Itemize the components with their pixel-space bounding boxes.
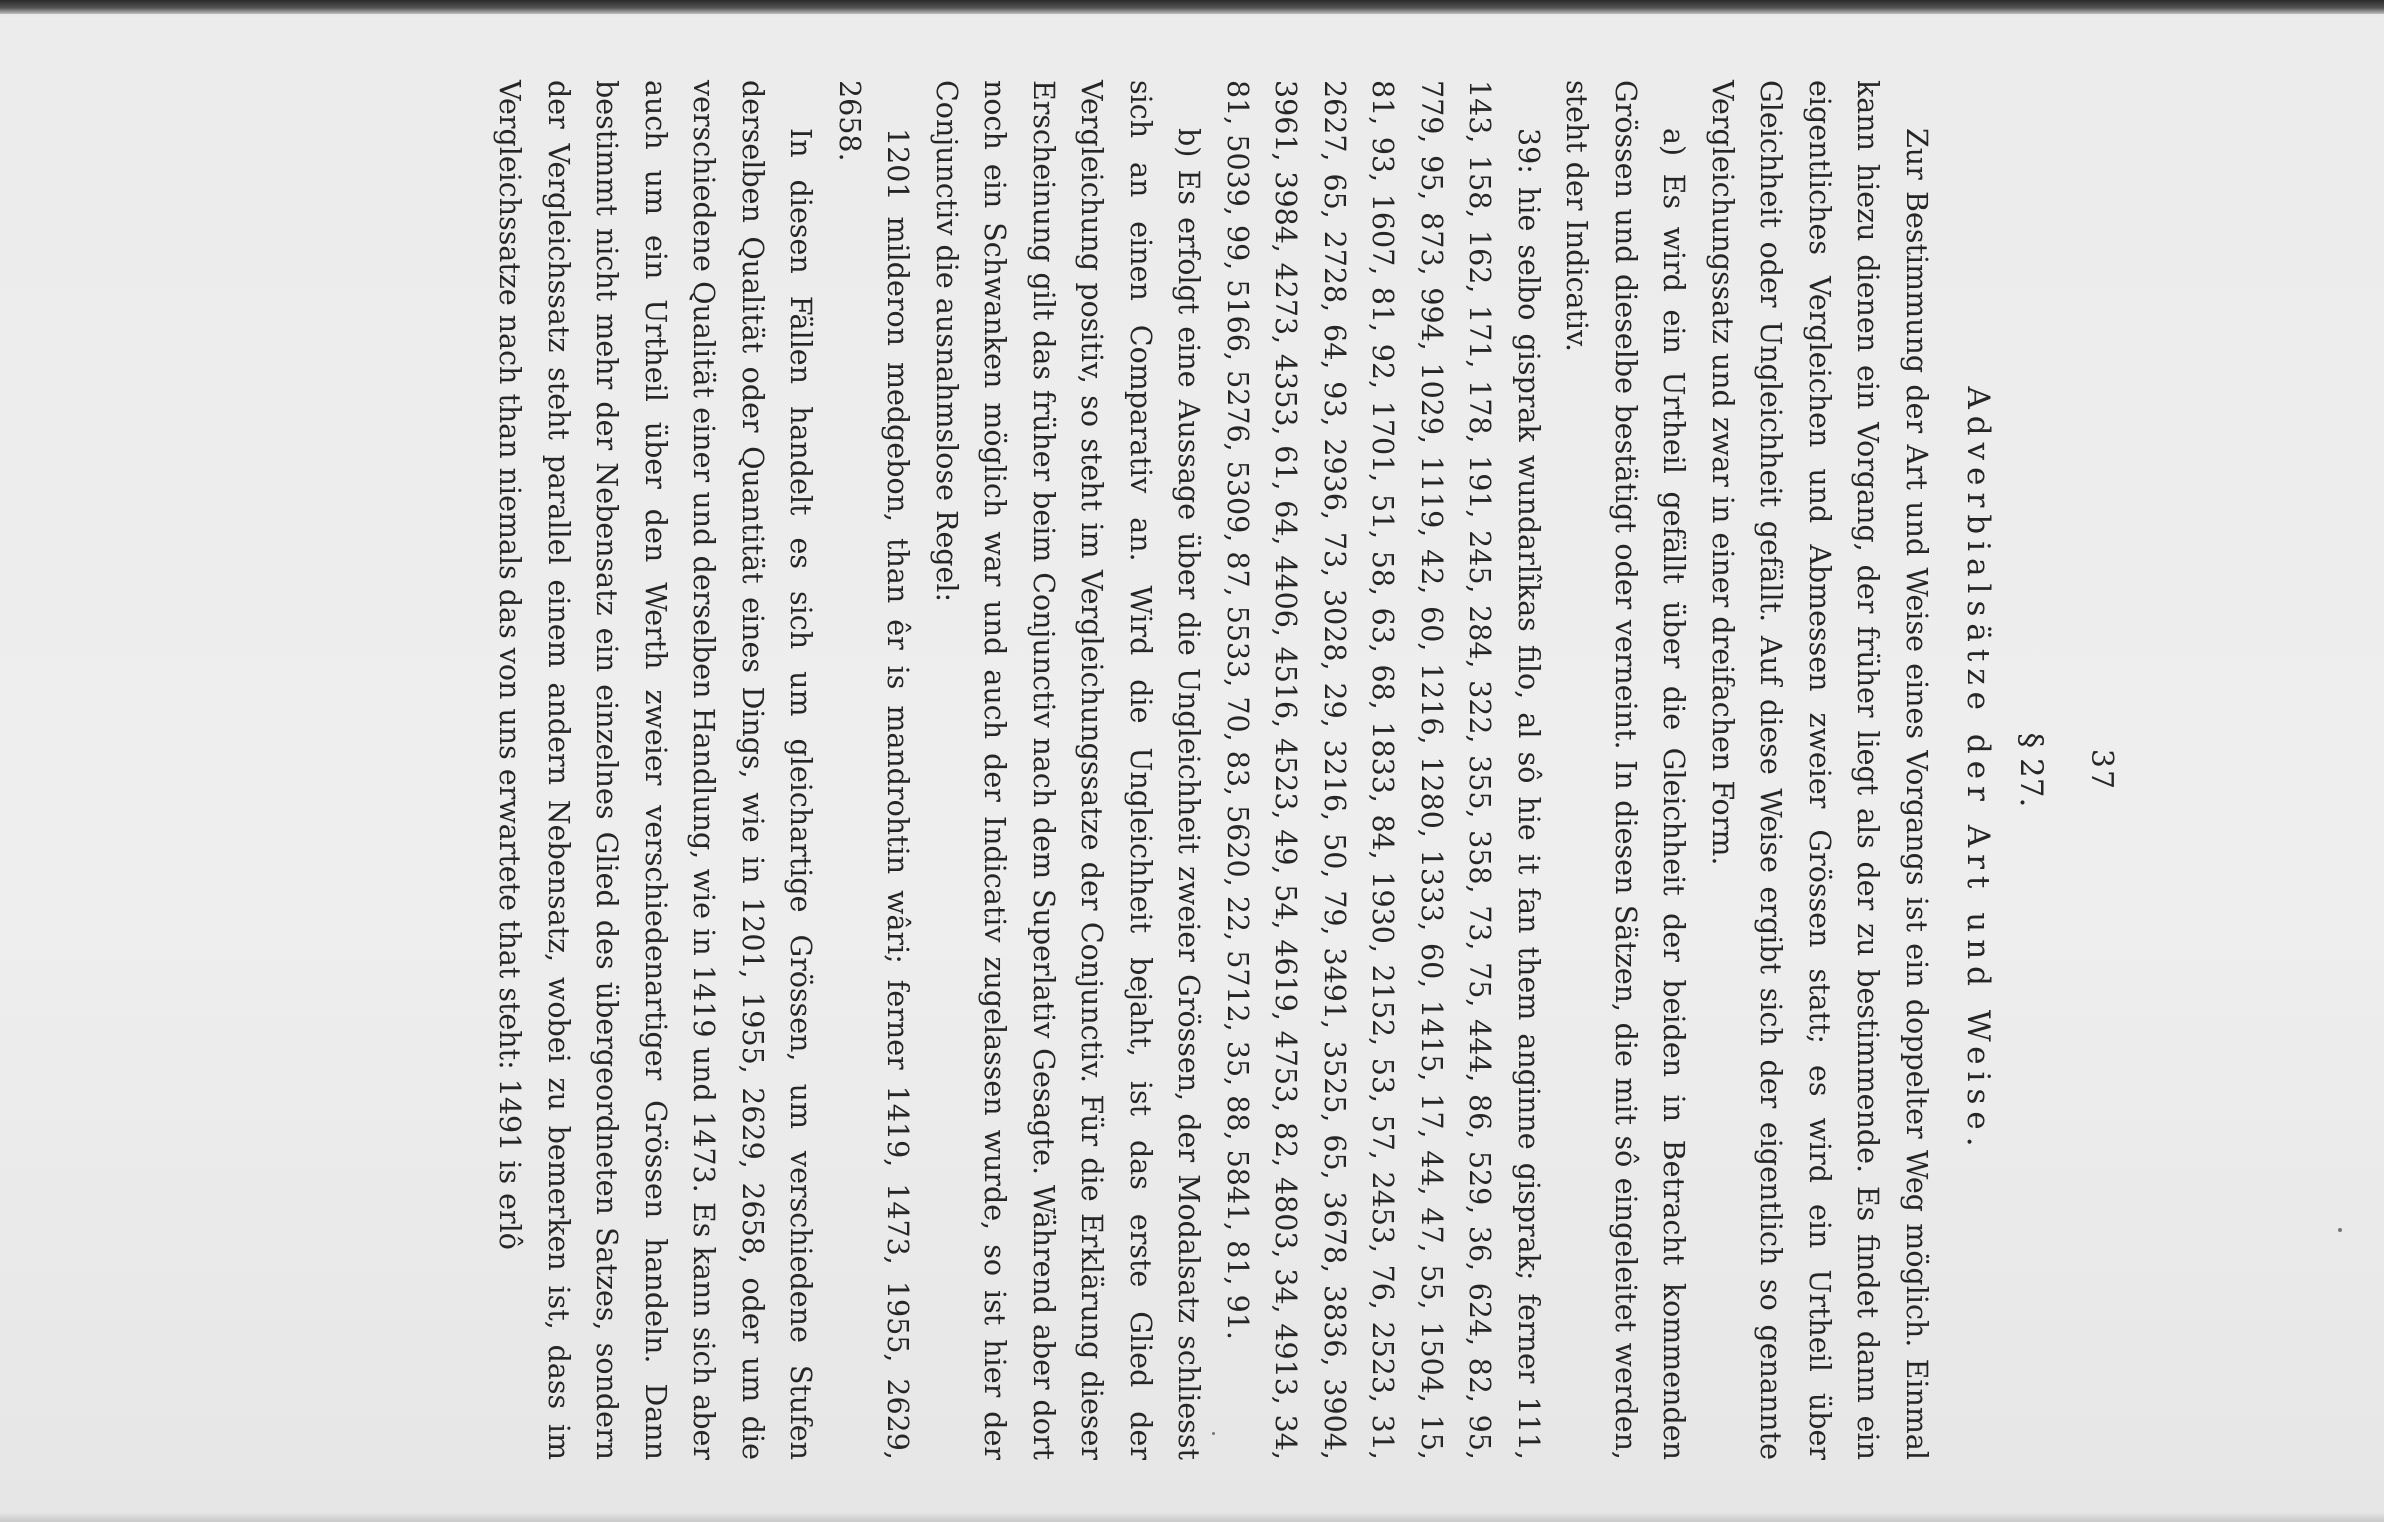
- paragraph-intro: Zur Bestimmung der Art und Weise eines Vorgangs ist ein doppelter Weg möglich. Einmal kann hiezu dienen ein Vorgang, der früher liegt als der zu bestimmende. Es findet dann ein eigentliches Vergleichen und Abmessen zweier Grössen statt; es wird ein Urtheil über Gleichheit oder Ungleichheit gefällt. Auf diese Weise ergibt sich der eigentlich so genannte Vergleichungssatz und zwar in einer dreifachen Form.: [1706, 80, 1933, 1460]
- paragraph-b-examples: 1201 milderon medgebon, than êr is mandrohtin wâri; ferner 1419, 1473, 1955, 2629, 2658.: [833, 80, 915, 1460]
- body-text: [485, 80, 1940, 1460]
- scan-speck: [1212, 1432, 1215, 1435]
- paragraph-a-examples: 39: hie selbo gisprak wundarlîkas filo, al sô hie it fan them anginne gisprak; ferner 111, 143, 158, 162, 171, 178, 191, 245, 284, 322, 355, 358, 73, 75, 444, 86, 529, 36, 624, 82, 95, 779, 95, 873, 994, 1029, 1119, 42, 60, 1216, 1280, 1333, 60, 1415, 17, 44, 47, 55, 1504, 15, 81, 93, 1607, 81, 92, 1701, 51, 58, 63, 68, 1833, 84, 1930, 2152, 53, 57, 2453, 76, 2523, 31, 2627, 65, 2728, 64, 93, 2936, 73, 3028, 29, 3216, 50, 79, 3491, 3525, 65, 3678, 3836, 3904, 3961, 3984, 4273, 4353, 61, 64, 4406, 4516, 4523, 49, 54, 4619, 4753, 82, 4803, 34, 4913, 34, 81, 5039, 99, 5166, 5276, 5309, 87, 5533, 70, 83, 5620, 22, 5712, 35, 88, 5841, 81, 91.: [1221, 80, 1545, 1460]
- book-page: [250, 80, 2150, 1460]
- scan-bottom-shadow: [0, 1512, 2384, 1522]
- scan-speck: [2338, 1228, 2342, 1232]
- scan-top-edge: [0, 0, 2384, 14]
- page-number: 37: [2084, 748, 2119, 792]
- section-number: § 27.: [2013, 732, 2049, 808]
- section-title: Adverbialsätze der Art und Weise.: [1960, 386, 1996, 1154]
- paragraph-b: b) Es erfolgt eine Aussage über die Ungleichheit zweier Grössen, der Modalsatz schliesst sich an einen Comparativ an. Wird die Ungleichheit bejaht, ist das erste Glied der Vergleichung positiv, so steht im Vergleichungssatze der Conjunctiv. Für die Erklärung dieser Erscheinung gilt das früher beim Conjunctiv nach dem Superlativ Gesagte. Während aber dort noch ein Schwanken möglich war und auch der Indicativ zugelassen wurde, so ist hier der Conjunctiv die ausnahmslose Regel:: [930, 80, 1206, 1460]
- paragraph-a: a) Es wird ein Urtheil gefällt über die Gleichheit der beiden in Betracht kommenden Grössen und dieselbe bestätigt oder verneint. In diesen Sätzen, die mit sô eingeleitet werden, steht der Indicativ.: [1560, 80, 1691, 1460]
- paragraph-c: In diesen Fällen handelt es sich um gleichartige Grössen, um verschiedene Stufen derselben Qualität oder Quantität eines Dings, wie in 1201, 1955, 2629, 2658, oder um die verschiedene Qualität einer und derselben Handlung, wie in 1419 und 1473. Es kann sich aber auch um ein Urtheil über den Werth zweier verschiedenartiger Grössen handeln. Dann bestimmt nicht mehr der Nebensatz ein einzelnes Glied des übergeordneten Satzes, sondern der Vergleichssatz steht parallel einem andern Nebensatz, wobei zu bemerken ist, dass im Vergleichssatze nach than niemals das von uns erwartete that steht: 1491 is erlô: [493, 80, 818, 1460]
